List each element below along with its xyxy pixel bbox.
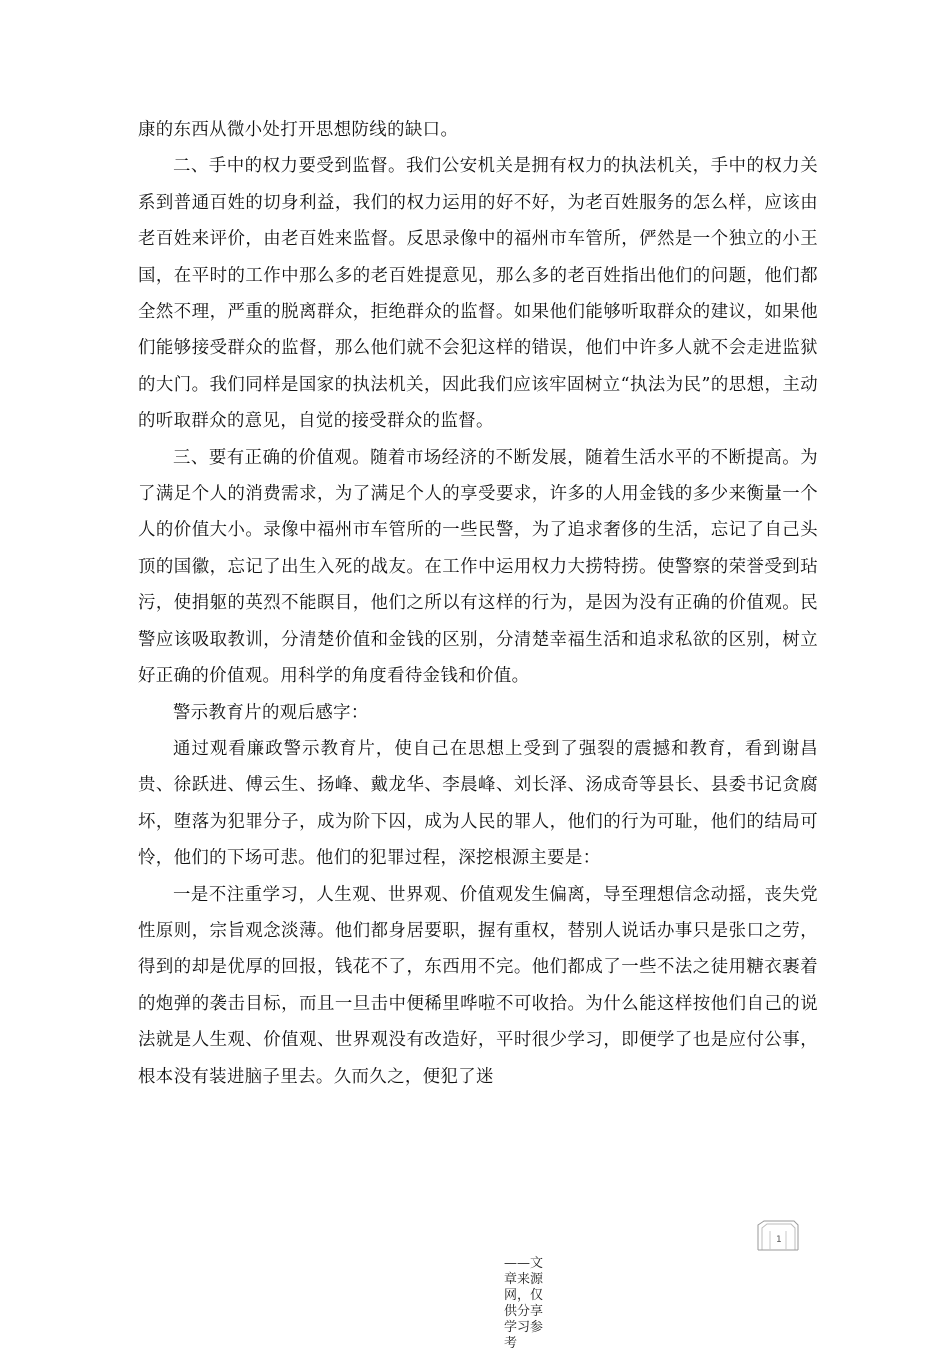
- page-number-badge: [756, 1219, 800, 1251]
- paragraph-5: 一是不注重学习，人生观、世界观、价值观发生偏离，导至理想信念动摇，丧失党性原则，宗旨观念淡薄。他们都身居要职，握有重权，替别人说话办事只是张口之劳，得到的却是优厚的回报，钱花不了，东西用不完。他们都成了一些不法之徒用糖衣裹着的炮弹的袭击目标，而且一旦击中便稀里哗啦不可收拾。为什么能这样按他们自己的说法就是人生观、价值观、世界观没有改造好，平时很少学习，即便学了也是应付公事，根本没有装进脑子里去。久而久之，便犯了迷: [138, 884, 818, 1087]
- paragraph-2: 二、手中的权力要受到监督。我们公安机关是拥有权力的执法机关，手中的权力关系到普通百姓的切身利益，我们的权力运用的好不好，为老百姓服务的怎么样，应该由老百姓来评价，由老百姓来监督。反思录像中的福州市车管所，俨然是一个独立的小王国，在平时的工作中那么多的老百姓提意见，那么多的老百姓指出他们的问题，他们都全然不理，严重的脱离群众，拒绝群众的监督。如果他们能够听取群众的建议，如果他们能够接受群众的监督，那么他们就不会犯这样的错误，他们中许多人就不会走进监狱的大门。我们同样是国家的执法机关，因此我们应该牢固树立“执法为民”的思想，主动的听取群众的意见，自觉的接受群众的监督。: [138, 156, 818, 432]
- document-body: [138, 112, 818, 1095]
- source-note: ——文章来源网，仅供分享学习参考: [504, 1256, 544, 1351]
- section-heading: 警示教育片的观后感字：: [173, 702, 369, 723]
- paragraph-3: 三、要有正确的价值观。随着市场经济的不断发展，随着生活水平的不断提高。为了满足个人的消费需求，为了满足个人的享受要求，许多的人用金钱的多少来衡量一个人的价值大小。录像中福州市车管所的一些民警，为了追求奢侈的生活，忘记了自己头顶的国徽，忘记了出生入死的战友。在工作中运用权力大捞特捞。使警察的荣誉受到玷污，使捐躯的英烈不能瞑目，他们之所以有这样的行为，是因为没有正确的价值观。民警应该吸取教训，分清楚价值和金钱的区别，分清楚幸福生活和追求私欲的区别，树立好正确的价值观。用科学的角度看待金钱和价值。: [138, 447, 818, 687]
- paragraph-1: 康的东西从微小处打开思想防线的缺口。: [138, 120, 459, 140]
- paragraph-4: 通过观看廉政警示教育片，使自己在思想上受到了强裂的震撼和教育，看到谢昌贵、徐跃进、傅云生、扬峰、戴龙华、李晨峰、刘长泽、汤成奇等县长、县委书记贪腐坏，堕落为犯罪分子，成为阶下囚，成为人民的罪人，他们的行为可耻，他们的结局可怜，他们的下场可悲。他们的犯罪过程，深挖根源主要是：: [138, 738, 818, 869]
- page-number: 1: [776, 1235, 782, 1245]
